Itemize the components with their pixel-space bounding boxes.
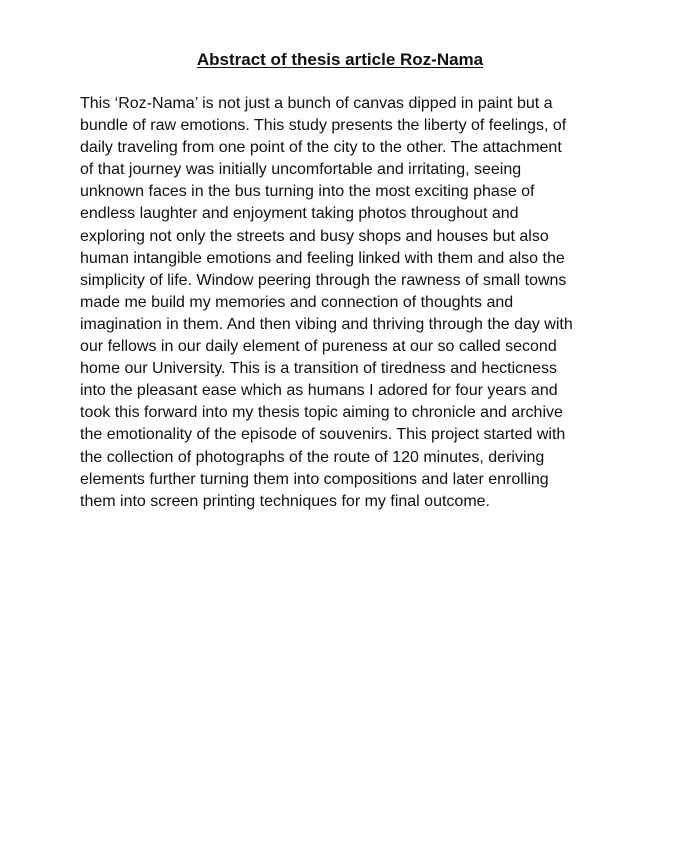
paragraph-line: daily traveling from one point of the city to the other. The attachment bbox=[80, 139, 562, 157]
paragraph-line: This ‘Roz-Nama’ is not just a bunch of canvas dipped in paint but a bbox=[80, 95, 553, 112]
paragraph-line: home our University. This is a transition of tiredness and hecticness bbox=[80, 360, 557, 378]
paragraph-line: made me build my memories and connection of thoughts and bbox=[80, 293, 514, 311]
paragraph-line: unknown faces in the bus turning into the most exciting phase of bbox=[80, 183, 535, 201]
paragraph-line: imagination in them. And then vibing and thriving through the day with bbox=[80, 315, 573, 333]
paragraph-line: took this forward into my thesis topic aiming to chronicle and archive bbox=[80, 404, 563, 422]
abstract-paragraph bbox=[80, 93, 620, 513]
paragraph-line: exploring not only the streets and busy shops and houses but also bbox=[80, 227, 549, 245]
paragraph-line: the collection of photographs of the route of 120 minutes, deriving bbox=[80, 448, 545, 466]
paragraph-line: our fellows in our daily element of pureness at our so called second bbox=[80, 338, 557, 356]
document-title: Abstract of thesis article Roz-Nama bbox=[196, 50, 484, 69]
paragraph-line: into the pleasant ease which as humans I adored for four years and bbox=[80, 382, 558, 400]
paragraph-line: of that journey was initially uncomfortable and irritating, seeing bbox=[80, 161, 522, 179]
paragraph-line: endless laughter and enjoyment taking photos throughout and bbox=[80, 205, 519, 223]
paragraph-line: bundle of raw emotions. This study presents the liberty of feelings, of bbox=[80, 117, 567, 135]
paragraph-line: the emotionality of the episode of souvenirs. This project started with bbox=[80, 426, 566, 444]
paragraph-line: elements further turning them into compositions and later enrolling bbox=[80, 470, 549, 488]
paragraph-line: simplicity of life. Window peering through the rawness of small towns bbox=[80, 271, 567, 289]
paragraph-line: human intangible emotions and feeling linked with them and also the bbox=[80, 249, 565, 267]
paragraph-line: them into screen printing techniques for my final outcome. bbox=[80, 492, 490, 510]
